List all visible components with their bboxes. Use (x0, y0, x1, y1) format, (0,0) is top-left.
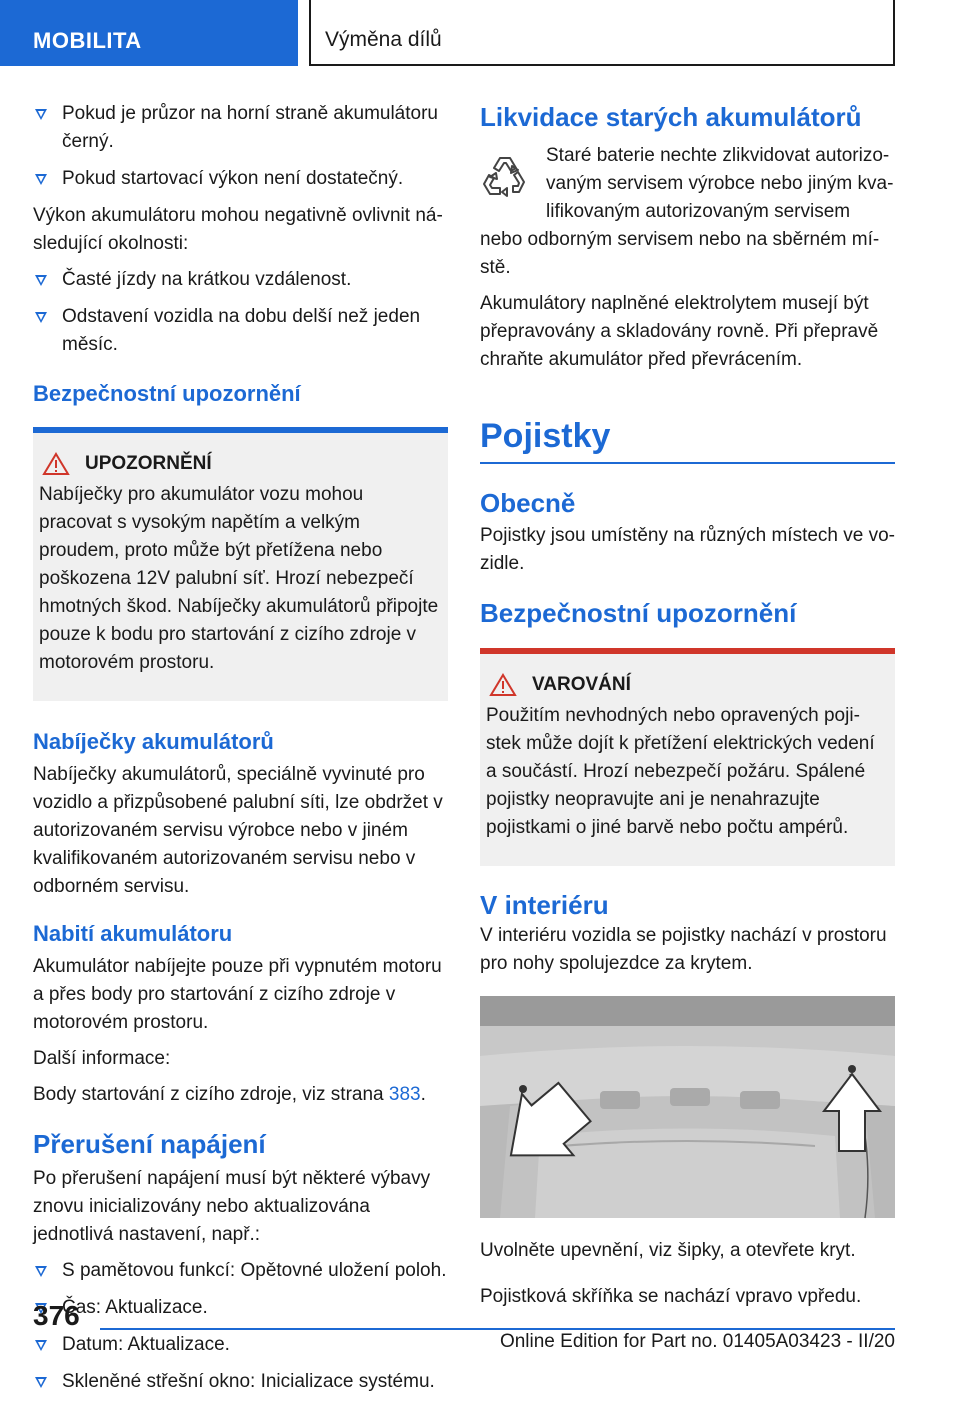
bullet-list-1 (33, 100, 448, 193)
header-chapter: Výměna dílů (311, 0, 895, 66)
right-column (480, 100, 895, 1319)
general-heading: Obecně (480, 488, 576, 518)
recycling-icon (480, 152, 530, 202)
bullet-triangle-icon (35, 109, 47, 120)
warning-triangle-icon (490, 674, 516, 696)
left-column (33, 100, 448, 1405)
bullet-triangle-icon (35, 312, 47, 323)
safety-heading: Bezpečnostní upozornění (33, 381, 301, 406)
list-item: Čas: Aktualizace. (33, 1294, 448, 1322)
fuse-cover-photo (480, 996, 895, 1218)
paragraph: Body startování z cizího zdroje, viz strana 383. (33, 1084, 426, 1105)
paragraph: Další informace: (33, 1048, 171, 1069)
photo-caption-2: Pojistková skříňka se nachází vpravo vpředu. (480, 1286, 862, 1307)
warning-triangle-icon (43, 453, 69, 475)
paragraph: Akumulátor nabíjejte pouze při vypnutém motoru a přes body pro startování z cizího zdroje v motorovém prostoru. (33, 956, 442, 1033)
paragraph: Po přerušení napájení musí být některé výbavy znovu inicializovány nebo aktualizována jednotlivá nastavení, např.: (33, 1168, 431, 1245)
bullet-triangle-icon (35, 1266, 47, 1277)
paragraph: Pojistky jsou umístěny na různých místech ve vozidle. (480, 525, 895, 574)
charging-heading: Nabití akumulátoru (33, 921, 233, 946)
list-item: Pokud startovací výkon není dostatečný. (33, 165, 448, 193)
list-item: Odstavení vozidla na dobu delší než jeden měsíc. (33, 303, 448, 359)
warning-box (480, 648, 895, 866)
paragraph: Nabíječky akumulátorů, speciálně vyvinuté pro vozidlo a přizpůsobené palubní síti, lze obdržet v autorizovaném servisu výrobce nebo v jiném kvalifikovaném autorizovaném servisu nebo v odborném servisu. (33, 764, 443, 897)
list-item: Pokud je průzor na horní straně akumulátoru černý. (33, 100, 448, 156)
interior-heading: V interiéru (480, 890, 609, 920)
footer-edition: Online Edition for Part no. 01405A03423 - II/20 (499, 1331, 895, 1352)
list-item: Datum: Aktualizace. (33, 1331, 448, 1359)
bullet-triangle-icon (35, 1340, 47, 1351)
notice-header: UPOZORNĚNÍ (39, 453, 440, 475)
bullet-list-2 (33, 266, 448, 359)
list-item: Skleněné střešní okno: Inicializace systému. (33, 1368, 448, 1396)
recycling-block (480, 142, 895, 226)
photo-caption-1: Uvolněte upevnění, viz šipky, a otevřete kryt. (480, 1240, 856, 1261)
warning-text: Použitím nevhodných nebo opravených pojistek může dojít k přetížení elektrických vedení a součástí. Hrozí nebezpečí požáru. Spálené pojistky neopravujte ani je nenahrazujte pojistkami o jiné barvě nebo počtu ampérů. (486, 705, 875, 838)
paragraph: nebo odborným servisem nebo na sběrném místě. (480, 229, 880, 278)
warning-header: VAROVÁNÍ (486, 674, 887, 696)
disposal-heading: Likvidace starých akumulátorů (480, 102, 862, 132)
list-item: Časté jízdy na krátkou vzdálenost. (33, 266, 448, 294)
paragraph: Výkon akumulátoru mohou negativně ovlivnit následující okolnosti: (33, 205, 443, 254)
bullet-triangle-icon (35, 1377, 47, 1388)
paragraph: V interiéru vozidla se pojistky nachází v prostoru pro nohy spolujezdce za krytem. (480, 925, 887, 974)
notice-text: Nabíječky pro akumulátor vozu mohou pracovat s vysokým napětím a velkým proudem, proto může být přetížena nebo poškozena 12V palubní síť. Hrozí nebezpečí hmotných škod. Nabíječky akumulátorů připojte pouze k bodu pro startování z cizího zdroje v motorovém prostoru. (39, 484, 439, 673)
notice-box (33, 427, 448, 701)
bullet-triangle-icon (35, 174, 47, 185)
chargers-heading: Nabíječky akumulátorů (33, 729, 274, 754)
paragraph: Akumulátory naplněné elektrolytem musejí být přepravovány a skladovány rovně. Při přepravě chraňte akumulátor před převrácením. (480, 293, 879, 370)
bullet-triangle-icon (35, 275, 47, 286)
safety-heading-right: Bezpečnostní upozornění (480, 598, 797, 628)
fuses-chapter-title: Pojistky (480, 414, 895, 464)
header-section: MOBILITA (0, 0, 298, 66)
page-reference-link[interactable]: 383 (388, 1084, 421, 1105)
list-item: S pamětovou funkcí: Opětovné uložení poloh. (33, 1257, 448, 1285)
power-heading: Přerušení napájení (33, 1129, 266, 1159)
bullet-list-3 (33, 1257, 448, 1396)
page-number: 376 (33, 1300, 80, 1331)
footer-divider (100, 1328, 895, 1330)
disposal-text-1: Staré baterie nechte zlikvidovat autorizovaným servisem výrobce nebo jiným kvalifikovaným autorizovaným servisem (546, 145, 894, 222)
